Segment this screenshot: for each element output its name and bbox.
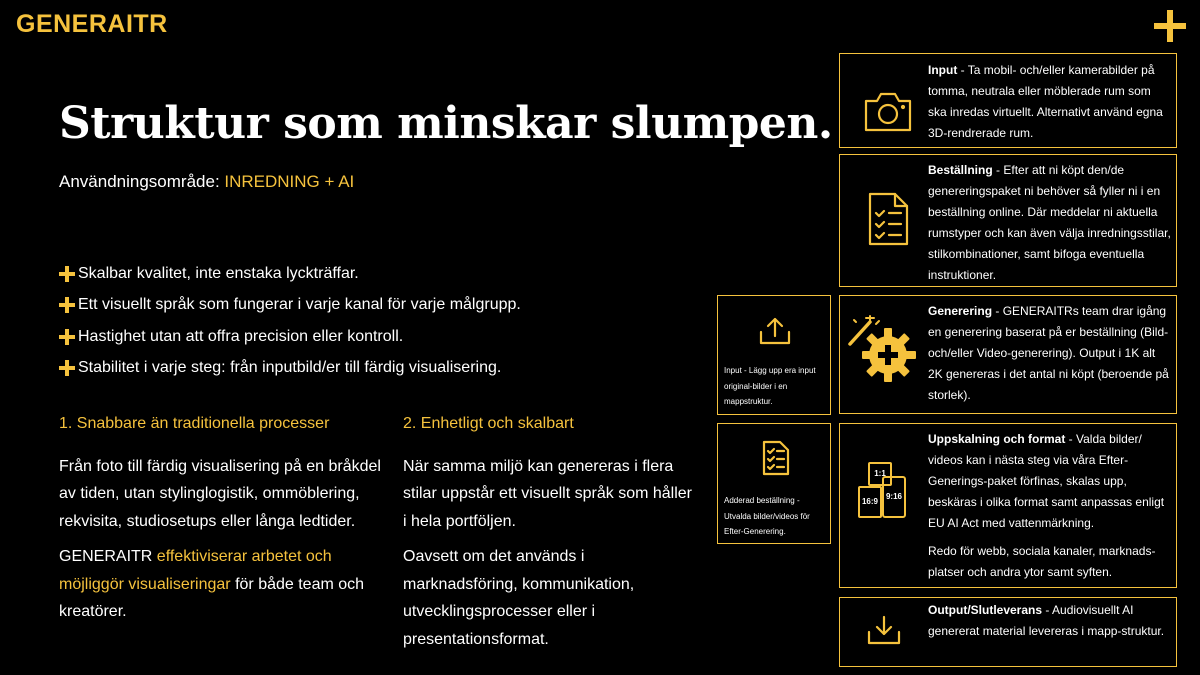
benefit-item [59,321,521,353]
checklist-icon [866,191,910,247]
separator: - [1042,603,1053,617]
magic-gear-icon [846,314,918,382]
step-description: Efter att ni köpt den/de genereringspaket ni behöver så fyller ni i en beställning online. Där meddelar ni aktuella rumstyper och kan även välja inredningsstilar, stilkombinationer, samt bifoga eventuella instruktioner. [928,163,1171,282]
side-step-text: Adderad beställning - Utvalda bilder/videos för Efter-Generering. [724,496,810,536]
ratio-1-1: 1:1 [868,462,892,486]
page-title: Struktur som minskar slumpen. [59,98,833,149]
benefit-text: Ett visuellt språk som fungerar i varje kanal för varje målgrupp. [78,296,521,314]
step-title: Input [928,63,958,77]
step-text [928,160,1172,286]
download-icon [866,614,902,646]
step-description: Audiovisuellt AI genererat material levereras i mapp-struktur. [928,603,1165,638]
step-order [839,154,1177,287]
column-paragraph [59,543,384,626]
paragraph-text: för både team och kreatörer. [59,575,365,620]
side-step-text: Input - Lägg upp era input original-bilder i en mappstruktur. [724,366,816,406]
step-title: Output/Slutleverans [928,603,1043,617]
benefit-item [59,290,521,322]
side-step-upload [717,295,831,415]
step-output [839,597,1177,667]
step-description: GENERAITRs team drar igång en generering baserat på er beställning (Bild- och/eller Video-generering). Output i 1K alt 2K genereras i det antal ni köpt (beroende på storlek). [928,304,1169,402]
column-faster [59,410,384,634]
benefit-item [59,353,521,385]
plus-icon [59,266,75,282]
step-paragraph [928,429,1172,534]
use-case-label: Användningsområde: [59,172,225,191]
step-generation [839,295,1177,414]
ratio-9-16: 9:16 [882,476,906,518]
column-scalable [403,410,693,661]
step-text [928,60,1172,144]
step-description: Valda bilder/ videos kan i nästa steg via våra Efter-Generings-paket förfinas, skalas upp, beskäras i olika format samt anpassas enligt EU AI Act med vattenmärkning. [928,432,1165,530]
brand-name: GENERAITR [59,548,157,565]
brand-logo[interactable]: GENERAITR [16,10,168,38]
highlight-text: effektiviserar arbetet och möjliggör visualiseringar [59,548,332,593]
step-input [839,53,1177,148]
column-paragraph: Oavsett om det används i marknadsföring, kommunikation, utvecklingsprocesser eller i presentationsformat. [403,548,635,648]
step-text [928,429,1172,583]
upload-icon [758,316,792,346]
separator: - [992,304,1003,318]
aspect-ratio-icon [858,462,906,520]
plus-icon [59,329,75,345]
column-heading: 1. Snabbare än traditionella processer [59,415,330,432]
step-text [928,301,1172,406]
step-text [928,600,1172,642]
benefit-text: Skalbar kvalitet, inte enstaka lyckträffar. [78,264,359,282]
benefits-list [59,258,521,384]
benefit-item [59,258,521,290]
separator: - [1065,432,1077,446]
ratio-16-9: 16:9 [858,486,882,518]
camera-icon [862,91,914,133]
plus-icon [59,297,75,313]
step-title: Beställning [928,163,993,177]
step-title: Generering [928,304,993,318]
column-paragraph: När samma miljö kan genereras i flera stilar uppstår ett visuellt språk som håller i hela portföljen. [403,457,692,530]
use-case-subtitle [59,172,354,192]
checklist-icon [760,438,792,478]
column-heading: 2. Enhetligt och skalbart [403,415,574,432]
use-case-value: INREDNING + AI [224,172,355,191]
separator: - [992,163,1004,177]
plus-icon [1154,10,1186,42]
benefit-text: Hastighet utan att offra precision eller kontroll. [78,327,404,345]
benefit-text: Stabilitet i varje steg: från inputbild/er till färdig visualisering. [78,359,502,377]
plus-icon [59,360,75,376]
separator: - [957,63,968,77]
step-title: Uppskalning och format [928,432,1066,446]
step-extra: Redo för webb, sociala kanaler, marknads-platser och andra ytor samt syften. [928,544,1156,579]
side-step-order [717,423,831,544]
step-upscaling [839,423,1177,588]
step-description: Ta mobil- och/eller kamerabilder på tomma, neutrala eller möblerade rum som ska inredas virtuellt. Alternativt använd egna 3D-rendrerade rum. [928,63,1163,140]
column-paragraph: Från foto till färdig visualisering på en bråkdel av tiden, utan stylinglogistik, ommöblering, rekvisita, studiosetups eller långa ledtider. [59,457,381,530]
